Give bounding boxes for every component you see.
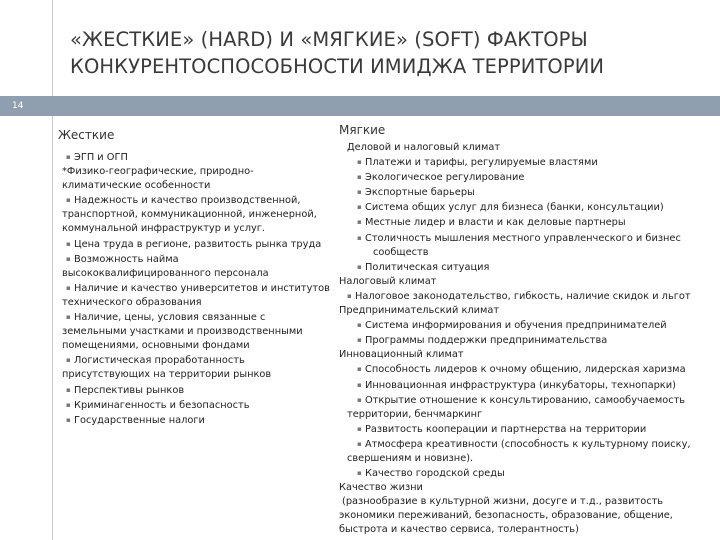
hard-heading: Жесткие bbox=[58, 128, 115, 142]
list-item: ▪ Развитость кооперации и партнерства на территории bbox=[357, 423, 647, 435]
list-item: ▪ Программы поддержки предпринимательства bbox=[357, 335, 608, 347]
bullet-icon: ▪ bbox=[357, 380, 362, 389]
list-item: ▪ Способность лидеров к очному общению, лидерская харизма bbox=[357, 364, 686, 376]
bullet-icon: ▪ bbox=[357, 233, 362, 242]
bullet-icon: ▪ bbox=[66, 385, 71, 394]
bullet-icon: ▪ bbox=[357, 218, 362, 227]
list-item: ▪ Система общих услуг для бизнеса (банки, консультации) bbox=[357, 202, 664, 214]
bullet-icon: ▪ bbox=[66, 400, 71, 409]
list-item: Предпринимательский климат bbox=[339, 305, 500, 317]
list-item: (разнообразие в культурной жизни, досуге и т.д., развитость bbox=[342, 496, 664, 508]
list-item: ▪ Политическая ситуация bbox=[357, 261, 490, 273]
bullet-icon: ▪ bbox=[66, 313, 71, 322]
bullet-icon: ▪ bbox=[66, 415, 71, 424]
title-line-1: «ЖЕСТКИЕ» (HARD) И «МЯГКИЕ» (SOFT) ФАКТОРЫ bbox=[70, 28, 588, 51]
list-item: ▪ Логистическая проработанность bbox=[66, 355, 245, 367]
hard-factors-list bbox=[62, 150, 334, 428]
list-item: ▪ Платежи и тарифы, регулируемые властями bbox=[357, 157, 598, 169]
bullet-icon: ▪ bbox=[357, 469, 362, 478]
list-item: быстрота и качество сервиса, толерантность) bbox=[339, 524, 579, 536]
list-item: технического образования bbox=[62, 296, 202, 308]
header-band bbox=[52, 96, 720, 116]
list-item: ▪ Криминагенность и безопасность bbox=[66, 399, 250, 411]
list-item: ▪ Местные лидер и власти и как деловые партнеры bbox=[357, 217, 626, 229]
list-item: Инновационный климат bbox=[339, 349, 464, 361]
bullet-icon: ▪ bbox=[66, 196, 71, 205]
bullet-icon: ▪ bbox=[357, 321, 362, 330]
list-item: высококвалифицированного персонала bbox=[62, 267, 269, 279]
list-item: *Физико-географические, природно- bbox=[62, 166, 254, 178]
soft-factors-list bbox=[339, 141, 714, 538]
list-item: климатические особенности bbox=[62, 180, 211, 192]
soft-heading: Мягкие bbox=[339, 123, 386, 137]
list-item: Качество жизни bbox=[339, 482, 423, 494]
list-item: ▪ Экологическое регулирование bbox=[357, 172, 525, 184]
list-item: территории, бенчмаркинг bbox=[347, 408, 483, 420]
list-item: ▪ Возможность найма bbox=[66, 253, 179, 265]
bullet-icon: ▪ bbox=[357, 158, 362, 167]
list-item: ▪ Цена труда в регионе, развитость рынка труда bbox=[66, 238, 322, 250]
bullet-icon: ▪ bbox=[357, 439, 362, 448]
list-item: свершениям и новизне). bbox=[347, 452, 474, 464]
bullet-icon: ▪ bbox=[357, 188, 362, 197]
list-item: ▪ Атмосфера креативности (способность к культурному поиску, bbox=[357, 438, 691, 450]
list-item: ▪ Налоговое законодательство, гибкость, наличие скидок и льгот bbox=[347, 290, 691, 302]
list-item: ▪ Экспортные барьеры bbox=[357, 187, 475, 199]
bullet-icon: ▪ bbox=[66, 239, 71, 248]
list-item: ▪ Перспективы рынков bbox=[66, 384, 185, 396]
list-item: ▪ Система информирования и обучения предпринимателей bbox=[357, 320, 667, 332]
list-item: транспортной, коммуникационной, инженерной, bbox=[62, 209, 317, 221]
bullet-icon: ▪ bbox=[357, 336, 362, 345]
bullet-icon: ▪ bbox=[357, 365, 362, 374]
list-item: ▪ Государственные налоги bbox=[66, 414, 205, 426]
list-item: коммунальной инфраструктур и услуг. bbox=[62, 223, 266, 235]
list-item: ▪ Надежность и качество производственной, bbox=[66, 195, 301, 207]
list-item: экономики переживаний, безопасность, образование, общение, bbox=[339, 510, 673, 522]
list-item: земельными участками и производственными bbox=[62, 326, 303, 338]
title-line-2: КОНКУРЕНТОСПОСОБНОСТИ ИМИДЖА ТЕРРИТОРИИ bbox=[70, 55, 605, 78]
bullet-icon: ▪ bbox=[347, 291, 352, 300]
list-item: Деловой и налоговый климат bbox=[347, 142, 501, 153]
list-item: ▪ Инновационная инфраструктура (инкубаторы, технопарки) bbox=[357, 379, 676, 391]
bullet-icon: ▪ bbox=[66, 283, 71, 292]
list-item: ▪ Наличие и качество университетов и институтов bbox=[66, 282, 330, 294]
list-item: сообществ bbox=[373, 246, 429, 258]
bullet-icon: ▪ bbox=[66, 254, 71, 263]
list-item: Налоговый климат bbox=[339, 275, 437, 287]
bullet-icon: ▪ bbox=[66, 356, 71, 365]
bullet-icon: ▪ bbox=[357, 262, 362, 271]
list-item: ▪ ЭГП и ОГП bbox=[66, 152, 128, 163]
bullet-icon: ▪ bbox=[357, 395, 362, 404]
bullet-icon: ▪ bbox=[357, 203, 362, 212]
list-item: ▪ Наличие, цены, условия связанные с bbox=[66, 312, 266, 324]
list-item: помещениями, основными фондами bbox=[62, 340, 250, 352]
page-title bbox=[70, 26, 690, 80]
list-item: ▪ Столичность мышления местного управленческого и бизнес bbox=[357, 232, 681, 244]
left-vertical-rule bbox=[52, 0, 53, 540]
slide-number: 14 bbox=[0, 96, 52, 116]
list-item: ▪ Открытие отношение к консультированию, самообучаемость bbox=[357, 394, 686, 406]
bullet-icon: ▪ bbox=[357, 173, 362, 182]
list-item: ▪ Качество городской среды bbox=[357, 468, 505, 480]
bullet-icon: ▪ bbox=[66, 153, 71, 161]
bullet-icon: ▪ bbox=[357, 424, 362, 433]
list-item: присутствующих на территории рынков bbox=[62, 369, 272, 381]
